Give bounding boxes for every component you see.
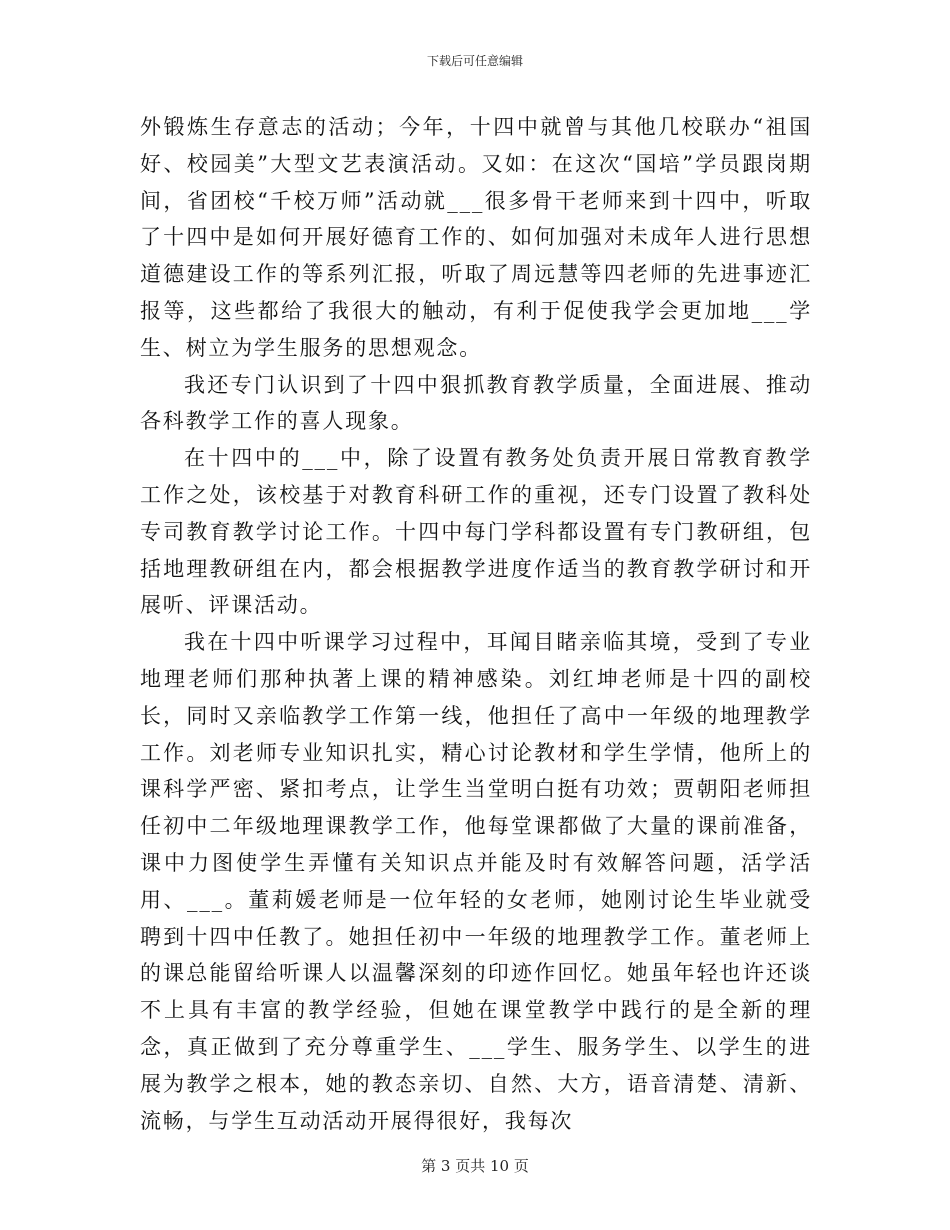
- paragraph-4: 我在十四中听课学习过程中，耳闻目睹亲临其境，受到了专业地理老师们那种执著上课的精神感染。刘红坤老师是十四的副校长，同时又亲临教学工作第一线，他担任了高中一年级的地理教学工作。刘老师专业知识扎实，精心讨论教材和学生学情，他所上的课科学严密、紧扣考点，让学生当堂明白挺有功效；贾朝阳老师担任初中二年级地理课教学工作，他每堂课都做了大量的课前准备，课中力图使学生弄懂有关知识点并能及时有效解答问题，活学活用、___。董莉媛老师是一位年轻的女老师，她刚讨论生毕业就受聘到十四中任教了。她担任初中一年级的地理教学工作。董老师上的课总能留给听课人以温馨深刻的印迹作回忆。她虽年轻也许还谈不上具有丰富的教学经验，但她在课堂教学中践行的是全新的理念，真正做到了充分尊重学生、___学生、服务学生、以学生的进展为教学之根本，她的教态亲切、自然、大方，语音清楚、清新、流畅，与学生互动活动开展得很好，我每次: [140, 630, 812, 1133]
- paragraph-3: 在十四中的___中，除了设置有教务处负责开展日常教育教学工作之处，该校基于对教育科研工作的重视，还专门设置了教科处专司教育教学讨论工作。十四中每门学科都设置有专门教研组，包括地理教研组在内，都会根据教学进度作适当的教育教学研讨和开展听、评课活动。: [140, 446, 812, 618]
- paragraph-2: 我还专门认识到了十四中狠抓教育教学质量，全面进展、推动各科教学工作的喜人现象。: [140, 372, 812, 434]
- page-number-footer: 第 3 页共 10 页: [421, 1157, 529, 1175]
- document-body: [140, 109, 812, 1139]
- paragraph-1: 外锻炼生存意志的活动；今年，十四中就曾与其他几校联办“祖国好、校园美”大型文艺表演活动。又如：在这次“国培”学员跟岗期间，省团校“千校万师”活动就___很多骨干老师来到十四中，听取了十四中是如何开展好德育工作的、如何加强对未成年人进行思想道德建设工作的等系列汇报，听取了周远慧等四老师的先进事迹汇报等，这些都给了我很大的触动，有利于促使我学会更加地___学生、树立为学生服务的思想观念。: [140, 115, 812, 360]
- page-header: 下载后可任意编辑: [426, 54, 523, 68]
